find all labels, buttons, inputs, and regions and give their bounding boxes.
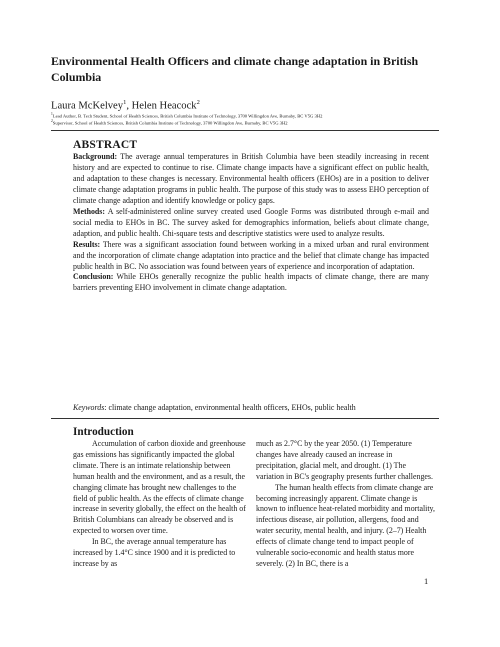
keywords-label: Keywords (73, 403, 105, 412)
paper-title: Environmental Health Officers and climate change adaptation in British Columbia (51, 54, 419, 84)
introduction-heading: Introduction (73, 426, 134, 438)
methods-text: A self-administered online survey created used Google Forms was distributed through e-mail and social media to EHOs in BC. The survey asked for demographics information, beliefs about climate change, adaption, and public health. Chi-square tests and descriptive statistics were used to analyze results. (73, 206, 429, 238)
abstract-methods (73, 207, 429, 240)
abstract-background (73, 152, 429, 207)
intro-paragraph: much as 2.7°C by the year 2050. (1) Temperature changes have already caused an increase in precipitation, glacial melt, and drought. (1) The variation in BC's geography presents further challenges. (256, 439, 433, 481)
background-label: Background: (73, 152, 118, 161)
author-separator: , (126, 100, 132, 112)
author-name: Helen Heacock (131, 100, 197, 112)
conclusion-label: Conclusion: (73, 272, 114, 282)
affiliation-supervisor (51, 118, 288, 127)
author-name: Laura McKelvey (51, 100, 124, 112)
abstract-results (73, 240, 429, 273)
header-divider (51, 130, 439, 131)
results-label: Results: (73, 239, 101, 249)
abstract-body (73, 152, 429, 294)
intro-column-right (256, 439, 435, 570)
affiliation-text: Lead Author, B. Tech Student, School of Health Sciences, British Columbia Institute of Technology, 3700 Willingdon Ave, Burnaby, BC V5G 3H2 (52, 113, 323, 119)
abstract-heading: ABSTRACT (73, 139, 138, 151)
affiliation-text: Supervisor, School of Health Sciences, British Columbia Institute of Technology, 3700 Willingdon Ave, Burnaby, BC V5G 3H2 (52, 120, 288, 126)
abstract-conclusion (73, 272, 429, 294)
background-text: The average annual temperatures in British Columbia have been steadily increasing in recent history and are expected to continue to rise. Climate change impacts have a significant effect on public health, and adaptation to these changes is necessary. Environmental health officers (EHOs) are in a position to deliver climate change adaptation programs in public health. The purpose of this study was to assess EHO perception of climate change adaption and identify knowledge or policy gaps. (73, 152, 429, 205)
affiliation-superscript: 1 (51, 112, 53, 116)
intro-paragraph: Accumulation of carbon dioxide and greenhouse gas emissions has significantly impacted the global climate. There is an intimate relationship between human health and the environment, and as a result, the changing climate has brought new challenges to the field of public health. As the effects of climate change increase in severity globally, the effect on the health of British Columbians can already be observed and is expected to worsen over time. (73, 439, 246, 536)
intro-column-left (73, 439, 252, 570)
keywords-line (73, 403, 433, 413)
affiliation-superscript: 2 (51, 119, 53, 123)
intro-paragraph: The human health effects from climate change are becoming increasingly apparent. Climate change is known to influence heat-related morbidity and mortality, infectious disease, air pollution, allergens, food and water security, mental health, and injury. (2–7) Health effects of climate change tend to impact people of vulnerable socio-economic and health status more severely. (2) In BC, there is a (256, 482, 435, 568)
intro-paragraph: In BC, the average annual temperature has increased by 1.4°C since 1900 and it is predicted to increase by as (73, 537, 236, 568)
author-superscript: 2 (196, 99, 200, 106)
conclusion-text: While EHOs generally recognize the public health impacts of climate change, there are many barriers preventing EHO involvement in climate change adaptation. (73, 272, 429, 293)
methods-label: Methods: (73, 206, 105, 216)
abstract-divider (51, 418, 439, 419)
author-superscript: 1 (123, 99, 127, 106)
keywords-text: : climate change adaptation, environmental health officers, EHOs, public health (104, 403, 356, 412)
results-text: There was a significant association found between working in a mixed urban and rural environment and the incorporation of climate change adaptation into practice and the belief that climate change has impacted public health in BC. No association was found between years of experience and incorporation of adaptation. (73, 239, 429, 271)
page-number: 1 (424, 577, 429, 586)
